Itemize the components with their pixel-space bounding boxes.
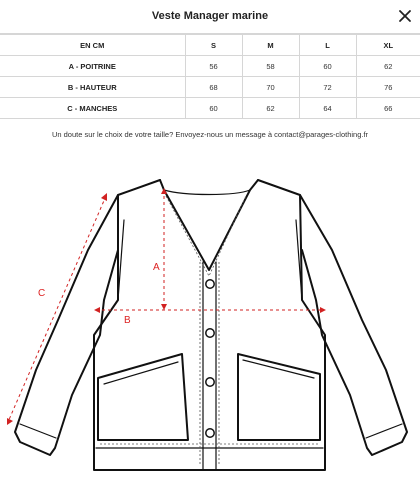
jacket-buttons — [206, 280, 214, 437]
measure-c-line — [8, 196, 106, 422]
column-header: M — [242, 35, 299, 56]
column-header: S — [185, 35, 242, 56]
button-2 — [206, 329, 214, 337]
row-label: A - POITRINE — [0, 56, 185, 77]
table-cell: 58 — [242, 56, 299, 77]
table-cell: 56 — [185, 56, 242, 77]
table-cell: 72 — [299, 77, 356, 98]
measure-label-c: C — [38, 288, 46, 299]
table-cell: 60 — [185, 98, 242, 119]
table-header-row — [0, 35, 420, 56]
measurement-arrows — [7, 188, 326, 425]
row-label: B - HAUTEUR — [0, 77, 185, 98]
modal-title: Veste Manager marine — [151, 10, 269, 22]
table-cell: 68 — [185, 77, 242, 98]
table-row — [0, 77, 420, 98]
row-label: C - MANCHES — [0, 98, 185, 119]
table-cell: 76 — [356, 77, 420, 98]
close-icon — [396, 7, 414, 25]
table-cell: 64 — [299, 98, 356, 119]
table-cell: 60 — [299, 56, 356, 77]
close-button[interactable] — [396, 7, 414, 25]
size-table — [0, 34, 420, 119]
jacket-outline — [15, 180, 407, 470]
button-4 — [206, 429, 214, 437]
table-cell: 66 — [356, 98, 420, 119]
column-header: L — [299, 35, 356, 56]
table-row — [0, 98, 420, 119]
table-row — [0, 56, 420, 77]
modal-header — [0, 0, 420, 34]
column-header: EN CM — [0, 35, 185, 56]
table-cell: 62 — [242, 98, 299, 119]
measure-label-b: B — [124, 315, 131, 326]
column-header: XL — [356, 35, 420, 56]
size-help-notice: Un doute sur le choix de votre taille? Envoyez-nous un message à contact@parages-clothing.fr — [51, 130, 369, 139]
button-1 — [206, 280, 214, 288]
table-cell: 70 — [242, 77, 299, 98]
table-cell: 62 — [356, 56, 420, 77]
button-3 — [206, 378, 214, 386]
measure-label-a: A — [153, 262, 160, 273]
jacket-diagram — [0, 170, 420, 480]
